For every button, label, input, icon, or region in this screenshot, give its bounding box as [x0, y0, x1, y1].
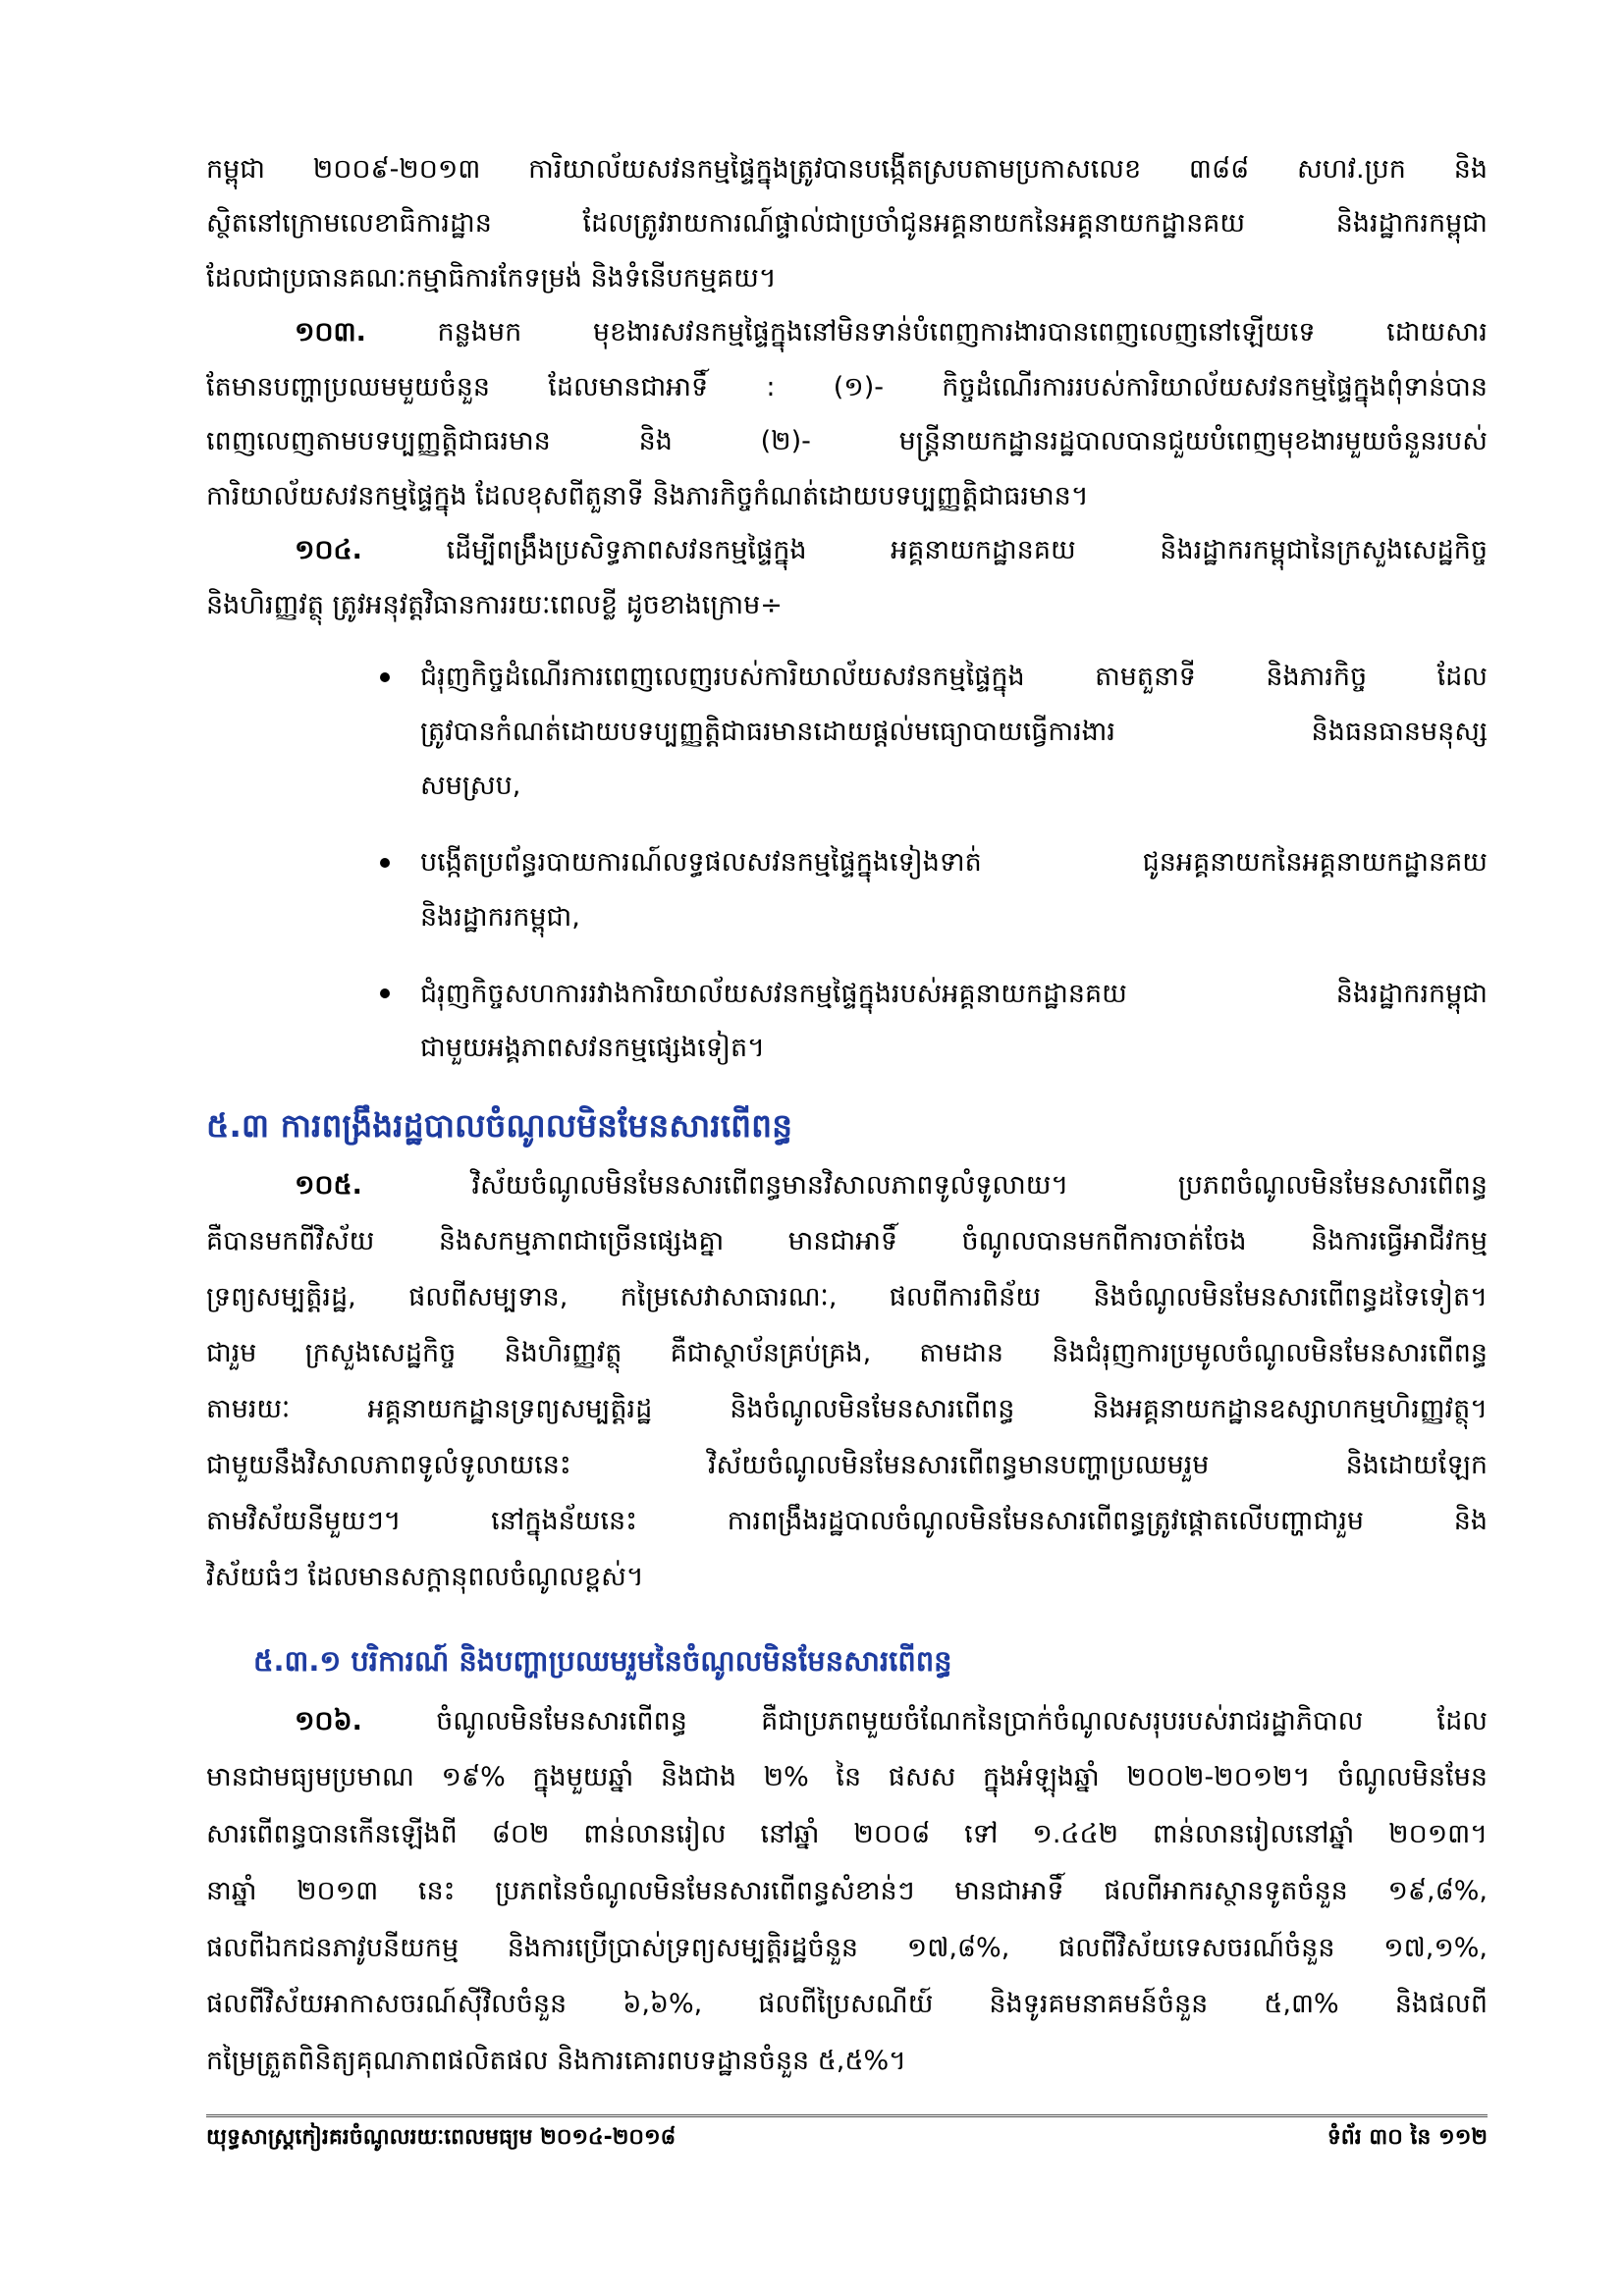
paragraph-line: ទ្រព្យសម្បត្តិរដ្ឋ, ផលពីសម្បទាន, កម្រៃសេវាសាធារណៈ, ផលពីការពិន័យ និងចំណូលមិនមែនសារពើពន្ធដទៃទៀត។	[206, 1282, 1488, 1312]
bullet-line: និងរដ្ឋាករកម្ពុជា,	[420, 902, 580, 933]
paragraph-line: និងហិរញ្ញវត្ថុ ត្រូវអនុវត្តវិធានការរយៈពេលខ្លី ដូចខាងក្រោម÷	[206, 590, 783, 620]
paragraph-number: ១០៤.	[295, 535, 362, 565]
paragraph-line: កម្រៃត្រួតពិនិត្យគុណភាពផលិតផល និងការគោរពបទដ្ឋានចំនួន ៥,៥%។	[206, 2046, 906, 2076]
paragraph-line: មានជាមធ្យមប្រមាណ ១៩% ក្នុងមួយឆ្នាំ និងជាង ២% នៃ ផសស ក្នុងអំឡុងឆ្នាំ ២០០២-២០១២។ ចំណូលមិនមែន	[206, 1762, 1488, 1792]
paragraph-line: គឺបានមកពីវិស័យ និងសកម្មភាពជាច្រើនផ្សេងគ្នា មានជាអាទិ៍ ចំណូលបានមកពីការចាត់ចែង និងការធ្វើអាជីវកម្ម	[206, 1226, 1488, 1256]
footer-rule	[206, 2114, 1488, 2117]
paragraph-line: តាមរយៈ អគ្គនាយកដ្ឋានទ្រព្យសម្បត្តិរដ្ឋ និងចំណូលមិនមែនសារពើពន្ធ និងអគ្គនាយកដ្ឋានឧស្សាហកម្មហិរញ្ញវត្ថុ។	[206, 1394, 1488, 1424]
subsection-heading: ៥.៣.១ បរិការណ៍ និងបញ្ហាប្រឈមរួមនៃចំណូលមិនមែនសារពើពន្ធ	[253, 1644, 952, 1678]
paragraph-line: តែមានបញ្ហាប្រឈមមួយចំនួន ដែលមានជាអាទិ៍ : (១)- កិច្ចដំណើរការរបស់ការិយាល័យសវនកម្មផ្ទៃក្នុងពុំទាន់បាន	[206, 372, 1488, 402]
bullet-line: ជំរុញកិច្ចសហការរវាងការិយាល័យសវនកម្មផ្ទៃក្នុងរបស់អគ្គនាយកដ្ឋានគយ និងរដ្ឋាករកម្ពុជា	[420, 979, 1488, 1009]
paragraph-line: ដែលជាប្រធានគណៈកម្មាធិការកែទម្រង់ និងទំនើបកម្មគយ។	[206, 263, 777, 294]
bullet-line: ត្រូវបានកំណត់ដោយបទប្បញ្ញត្តិជាធរមានដោយផ្តល់មធ្យោបាយធ្វើការងារ និងធនធានមនុស្ស	[420, 717, 1488, 747]
section-heading: ៥.៣ ការពង្រឹងរដ្ឋបាលចំណូលមិនមែនសារពើពន្ធ	[206, 1106, 793, 1145]
paragraph-first-line	[206, 305, 1488, 360]
paragraph-line: ជាមួយនឹងវិសាលភាពទូលំទូលាយនេះ វិស័យចំណូលមិនមែនសារពើពន្ធមានបញ្ហាប្រឈមរួម និងដោយឡែក	[206, 1450, 1488, 1480]
paragraph-line: ផលពីវិស័យអាកាសចរណ៍ស៊ីវិលចំនួន ៦,៦%, ផលពីប្រៃសណីយ៍ និងទូរគមនាគមន៍ចំនួន ៥,៣% និងផលពី	[206, 1989, 1488, 2019]
paragraph-number: ១០៣.	[295, 317, 366, 347]
paragraph-line-text: ចំណូលមិនមែនសារពើពន្ធ គឺជាប្រភពមួយចំណែកនៃប្រាក់ចំណូលសរុបរបស់រាជរដ្ឋាភិបាល ដែល	[436, 1706, 1488, 1736]
paragraph-line: ស្ថិតនៅក្រោមលេខាធិការដ្ឋាន ដែលត្រូវរាយការណ៍ផ្ទាល់ជាប្រចាំជូនអគ្គនាយកនៃអគ្គនាយកដ្ឋានគយ និងរដ្ឋាករកម្ពុជា	[206, 208, 1488, 239]
paragraph-number: ១០៦.	[295, 1706, 362, 1736]
paragraph-line: តាមវិស័យនីមួយៗ។ នៅក្នុងន័យនេះ ការពង្រឹងរដ្ឋបាលចំណូលមិនមែនសារពើពន្ធត្រូវផ្តោតលើបញ្ហាជារួម និង	[206, 1506, 1488, 1536]
paragraph-line-text: កន្លងមក មុខងារសវនកម្មផ្ទៃក្នុងនៅមិនទាន់បំពេញការងារបានពេញលេញនៅឡើយទេ ដោយសារ	[437, 317, 1488, 347]
bullet-icon	[380, 672, 390, 682]
paragraph-line-text: ដើម្បីពង្រឹងប្រសិទ្ធភាពសវនកម្មផ្ទៃក្នុង អគ្គនាយកដ្ឋានគយ និងរដ្ឋាករកម្ពុជានៃក្រសួងសេដ្ឋកិច្ច	[446, 535, 1488, 565]
footer-title: យុទ្ធសាស្ត្រកៀរគរចំណូលរយៈពេលមធ្យម ២០១៤-២០១៨	[206, 2125, 677, 2150]
paragraph-line: កម្ពុជា ២០០៩-២០១៣ ការិយាល័យសវនកម្មផ្ទៃក្នុងត្រូវបានបង្កើតស្របតាមប្រកាសលេខ ៣៨៨ សហវ.ប្រក និង	[206, 154, 1488, 185]
paragraph-line: ការិយាល័យសវនកម្មផ្ទៃក្នុង ដែលខុសពីតួនាទី និងភារកិច្ចកំណត់ដោយបទប្បញ្ញត្តិជាធរមាន។	[206, 481, 1089, 511]
paragraph-line: ពេញលេញតាមបទប្បញ្ញត្តិជាធរមាន និង (២)- មន្ត្រីនាយកដ្ឋានរដ្ឋបាលបានជួយបំពេញមុខងារមួយចំនួនរបស់	[206, 426, 1488, 456]
paragraph-first-line	[206, 1694, 1488, 1749]
bullet-icon	[380, 858, 390, 868]
bullet-icon	[380, 988, 390, 998]
bullet-line: ជាមួយអង្គភាពសវនកម្មផ្សេងទៀត។	[420, 1033, 765, 1063]
paragraph-line: ជារួម ក្រសួងសេដ្ឋកិច្ច និងហិរញ្ញវត្ថុ គឺជាស្ថាប័នគ្រប់គ្រង, តាមដាន និងជំរុញការប្រមូលចំណូលមិនមែនសារពើពន្ធ	[206, 1338, 1488, 1368]
paragraph-first-line	[206, 523, 1488, 578]
paragraph-line: ផលពីឯកជនភាវូបនីយកម្ម និងការប្រើប្រាស់ទ្រព្យសម្បត្តិរដ្ឋចំនួន ១៧,៨%, ផលពីវិស័យទេសចរណ៍ចំនួន ១៧,១%,	[206, 1933, 1488, 1963]
paragraph-first-line	[206, 1158, 1488, 1213]
bullet-line: បង្កើតប្រព័ន្ធរបាយការណ៍លទ្ធផលសវនកម្មផ្ទៃក្នុងទៀងទាត់ ជូនអគ្គនាយកនៃអគ្គនាយកដ្ឋានគយ	[420, 847, 1488, 878]
bullet-line: សមស្រប,	[420, 771, 521, 801]
bullet-line: ជំរុញកិច្ចដំណើរការពេញលេញរបស់ការិយាល័យសវនកម្មផ្ទៃក្នុង តាមតួនាទី និងភារកិច្ច ដែល	[420, 662, 1488, 692]
paragraph-line: នាឆ្នាំ ២០១៣ នេះ ប្រភពនៃចំណូលមិនមែនសារពើពន្ធសំខាន់ៗ មានជាអាទិ៍ ផលពីអាករស្ថានទូតចំនួន ១៩,៨%,	[206, 1876, 1488, 1906]
footer-page-number: ទំព័រ ៣០ នៃ ១១២	[1326, 2125, 1488, 2150]
paragraph-line: វិស័យធំៗ ដែលមានសក្តានុពលចំណូលខ្ពស់។	[206, 1562, 644, 1592]
paragraph-line-text: វិស័យចំណូលមិនមែនសារពើពន្ធមានវិសាលភាពទូលំទូលាយ។ ប្រភពចំណូលមិនមែនសារពើពន្ធ	[471, 1170, 1488, 1201]
paragraph-line: សារពើពន្ធបានកើនឡើងពី ៨០២ ពាន់លានរៀល នៅឆ្នាំ ២០០៨ ទៅ ១.៤៤២ ពាន់លានរៀលនៅឆ្នាំ ២០១៣។	[206, 1819, 1488, 1849]
paragraph-number: ១០៥.	[295, 1170, 362, 1201]
